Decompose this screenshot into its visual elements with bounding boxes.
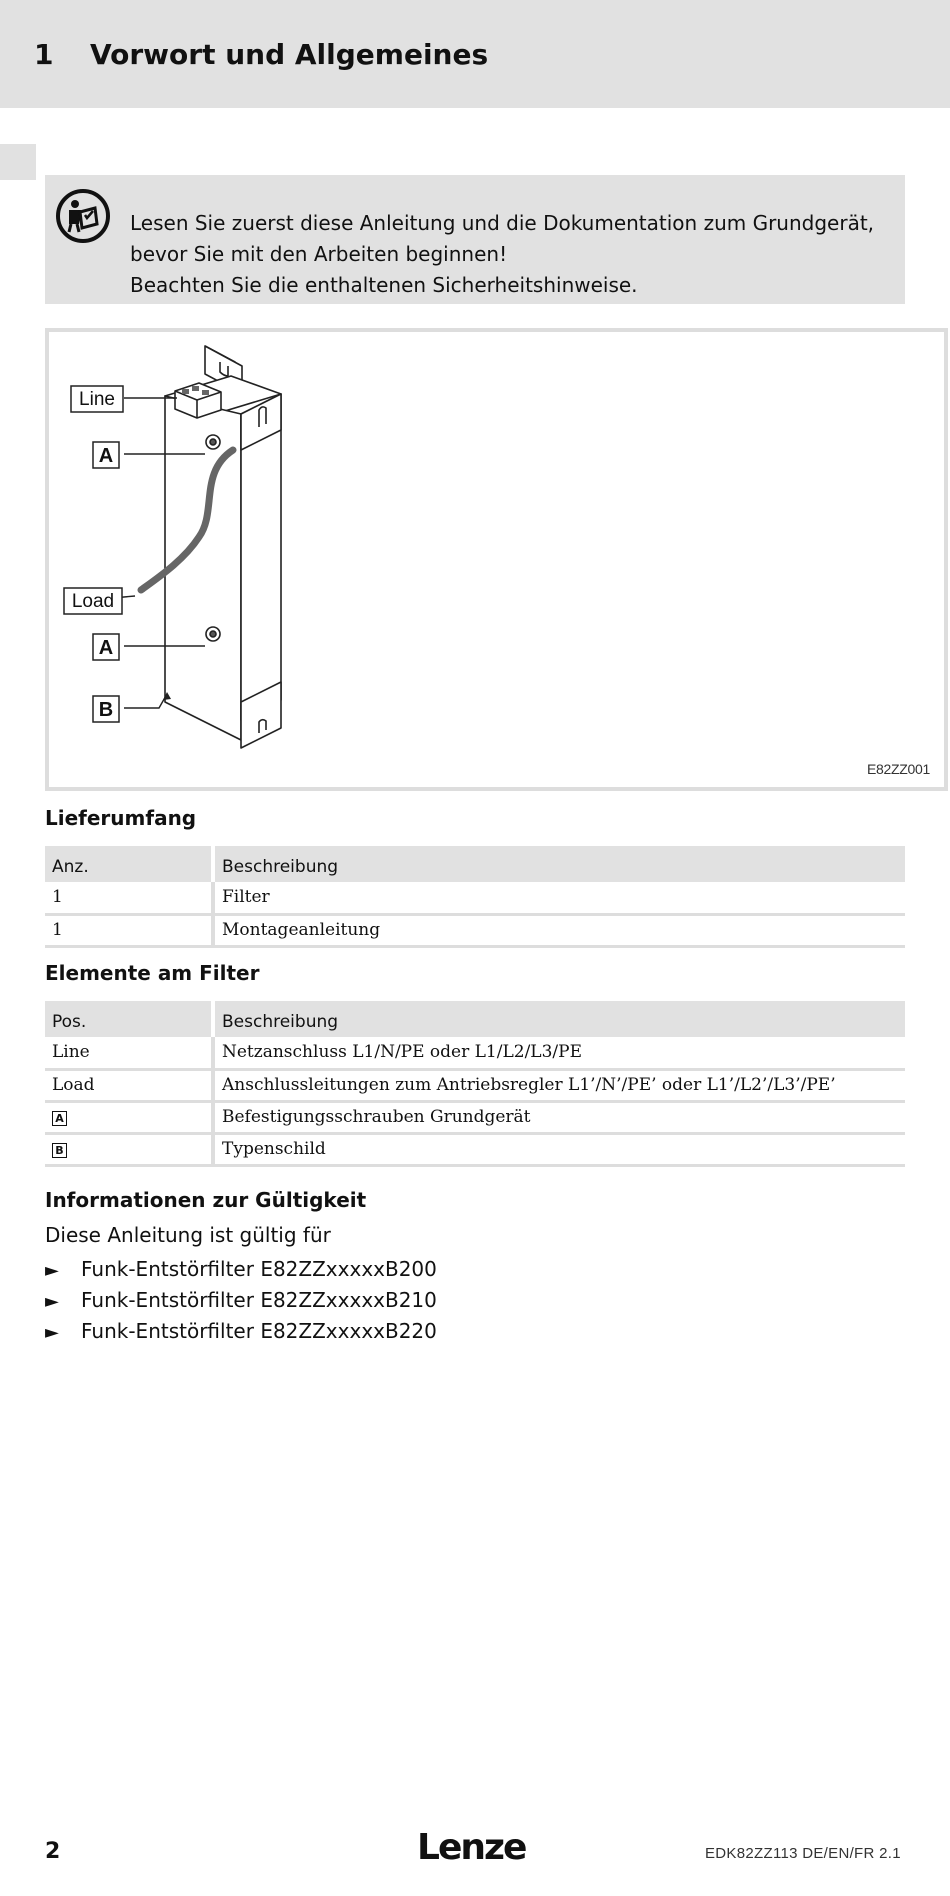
document-id: EDK82ZZ113 DE/EN/FR 2.1 bbox=[705, 1845, 901, 1862]
table-cell: Load bbox=[45, 1069, 213, 1101]
read-manual-icon bbox=[55, 188, 111, 244]
table-cell: Befestigungsschrauben Grundgerät bbox=[213, 1101, 905, 1133]
filter-figure bbox=[45, 328, 948, 791]
table-cell bbox=[45, 1101, 213, 1133]
table-cell: Line bbox=[45, 1037, 213, 1069]
chapter-title bbox=[34, 38, 488, 71]
chapter-number: 1 bbox=[34, 38, 54, 71]
lenze-logo: Lenze bbox=[417, 1827, 526, 1868]
label-line: Line bbox=[79, 389, 115, 410]
side-tab-marker bbox=[0, 144, 36, 180]
column-header: Anz. bbox=[45, 846, 213, 882]
elements-heading: Elemente am Filter bbox=[45, 961, 260, 985]
column-header: Beschreibung bbox=[213, 1001, 905, 1037]
figure-id: E82ZZ001 bbox=[867, 761, 930, 777]
table-cell: 1 bbox=[45, 914, 213, 946]
filter-drawing bbox=[49, 332, 944, 787]
label-b: B bbox=[98, 699, 114, 721]
table-row bbox=[45, 1037, 905, 1069]
validity-heading: Informationen zur Gültigkeit bbox=[45, 1188, 367, 1212]
table-row bbox=[45, 882, 905, 914]
table-cell: Montageanleitung bbox=[213, 914, 905, 946]
list-item-text: Funk-Entstörfilter E82ZZxxxxxB200 bbox=[81, 1257, 437, 1281]
table-cell: Anschlussleitungen zum Antriebsregler L1’/N’/PE’ oder L1’/L2’/L3’/PE’ bbox=[213, 1069, 905, 1101]
column-header: Beschreibung bbox=[213, 846, 905, 882]
table-cell: Filter bbox=[213, 882, 905, 914]
bullet-arrow-icon: ► bbox=[45, 1291, 59, 1312]
note-text bbox=[130, 208, 890, 301]
chapter-title-text: Vorwort und Allgemeines bbox=[90, 38, 489, 71]
note-line: bevor Sie mit den Arbeiten beginnen! bbox=[130, 242, 508, 266]
elements-table bbox=[45, 1001, 905, 1167]
table-row bbox=[45, 914, 905, 946]
bullet-arrow-icon: ► bbox=[45, 1260, 59, 1281]
list-item bbox=[45, 1316, 437, 1347]
position-a-marker: A bbox=[52, 1111, 67, 1126]
bullet-arrow-icon: ► bbox=[45, 1322, 59, 1343]
list-item-text: Funk-Entstörfilter E82ZZxxxxxB220 bbox=[81, 1319, 437, 1343]
validity-list bbox=[45, 1254, 437, 1347]
label-a-top: A bbox=[98, 445, 114, 467]
validity-intro: Diese Anleitung ist gültig für bbox=[45, 1223, 331, 1247]
list-item-text: Funk-Entstörfilter E82ZZxxxxxB210 bbox=[81, 1288, 437, 1312]
table-cell: Typenschild bbox=[213, 1133, 905, 1165]
table-header-row bbox=[45, 846, 905, 882]
delivery-table bbox=[45, 846, 905, 948]
list-item bbox=[45, 1285, 437, 1316]
page-number: 2 bbox=[45, 1839, 61, 1864]
column-header: Pos. bbox=[45, 1001, 213, 1037]
table-row bbox=[45, 1101, 905, 1133]
table-cell: 1 bbox=[45, 882, 213, 914]
table-row bbox=[45, 1069, 905, 1101]
position-b-marker: B bbox=[52, 1143, 67, 1158]
table-row bbox=[45, 1133, 905, 1165]
list-item bbox=[45, 1254, 437, 1285]
note-line: Lesen Sie zuerst diese Anleitung und die Dokumentation zum Grundgerät, bbox=[130, 211, 875, 235]
delivery-heading: Lieferumfang bbox=[45, 806, 197, 830]
table-cell bbox=[45, 1133, 213, 1165]
table-header-row bbox=[45, 1001, 905, 1037]
table-cell: Netzanschluss L1/N/PE oder L1/L2/L3/PE bbox=[213, 1037, 905, 1069]
note-line: Beachten Sie die enthaltenen Sicherheitshinweise. bbox=[130, 273, 638, 297]
label-load: Load bbox=[71, 591, 115, 612]
label-a-bottom: A bbox=[98, 637, 114, 659]
safety-note bbox=[45, 175, 905, 304]
